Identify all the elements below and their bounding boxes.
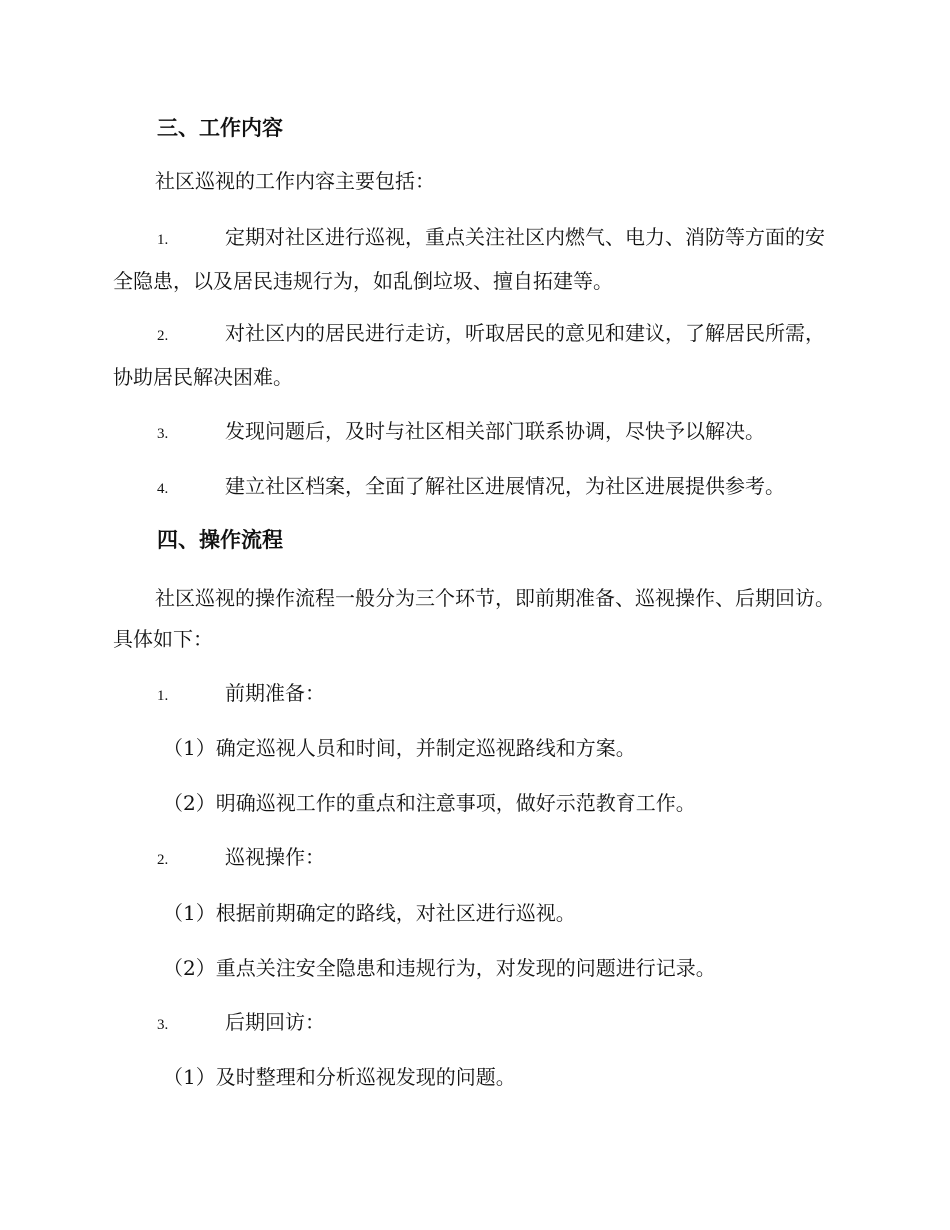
step-item <box>113 837 838 881</box>
section-heading-work-content: 三、工作内容 <box>157 115 283 140</box>
list-text: 定期对社区进行巡视，重点关注社区内燃气、电力、消防等方面的安全隐患，以及居民违规行为，如乱倒垃圾、擅自拓建等。 <box>113 225 825 293</box>
list-item <box>113 313 838 398</box>
sub-item: （2）重点关注安全隐患和违规行为，对发现的问题进行记录。 <box>163 956 716 980</box>
step-item <box>113 1002 838 1046</box>
list-number: 4. <box>157 481 169 497</box>
list-number: 2. <box>157 328 169 344</box>
list-text: 对社区内的居民进行走访，听取居民的意见和建议，了解居民所需，协助居民解决困难。 <box>113 321 825 389</box>
list-text: 发现问题后，及时与社区相关部门联系协调，尽快予以解决。 <box>225 419 765 443</box>
step-item <box>113 673 838 717</box>
step-title: 巡视操作： <box>225 845 325 869</box>
list-number: 1. <box>157 232 169 248</box>
step-number: 3. <box>157 1017 169 1033</box>
step-number: 2. <box>157 852 169 868</box>
section-intro-work-content <box>113 161 838 202</box>
sub-item: （1）及时整理和分析巡视发现的问题。 <box>163 1065 516 1089</box>
step-number: 1. <box>157 688 169 704</box>
list-item <box>113 217 838 302</box>
intro-text: 社区巡视的操作流程一般分为三个环节，即前期准备、巡视操作、后期回访。具体如下： <box>113 586 835 651</box>
section-intro-operation-flow <box>113 578 838 660</box>
list-item <box>113 411 838 455</box>
step-title: 前期准备： <box>225 681 325 705</box>
sub-item: （1）根据前期确定的路线，对社区进行巡视。 <box>163 901 576 925</box>
list-number: 3. <box>157 426 169 442</box>
sub-item: （2）明确巡视工作的重点和注意事项，做好示范教育工作。 <box>163 791 696 815</box>
intro-text: 社区巡视的工作内容主要包括： <box>155 169 435 193</box>
step-title: 后期回访： <box>225 1010 325 1034</box>
section-heading-operation-flow: 四、操作流程 <box>157 527 283 552</box>
list-item <box>113 466 838 510</box>
sub-item: （1）确定巡视人员和时间，并制定巡视路线和方案。 <box>163 736 636 760</box>
list-text: 建立社区档案，全面了解社区进展情况，为社区进展提供参考。 <box>225 474 785 498</box>
